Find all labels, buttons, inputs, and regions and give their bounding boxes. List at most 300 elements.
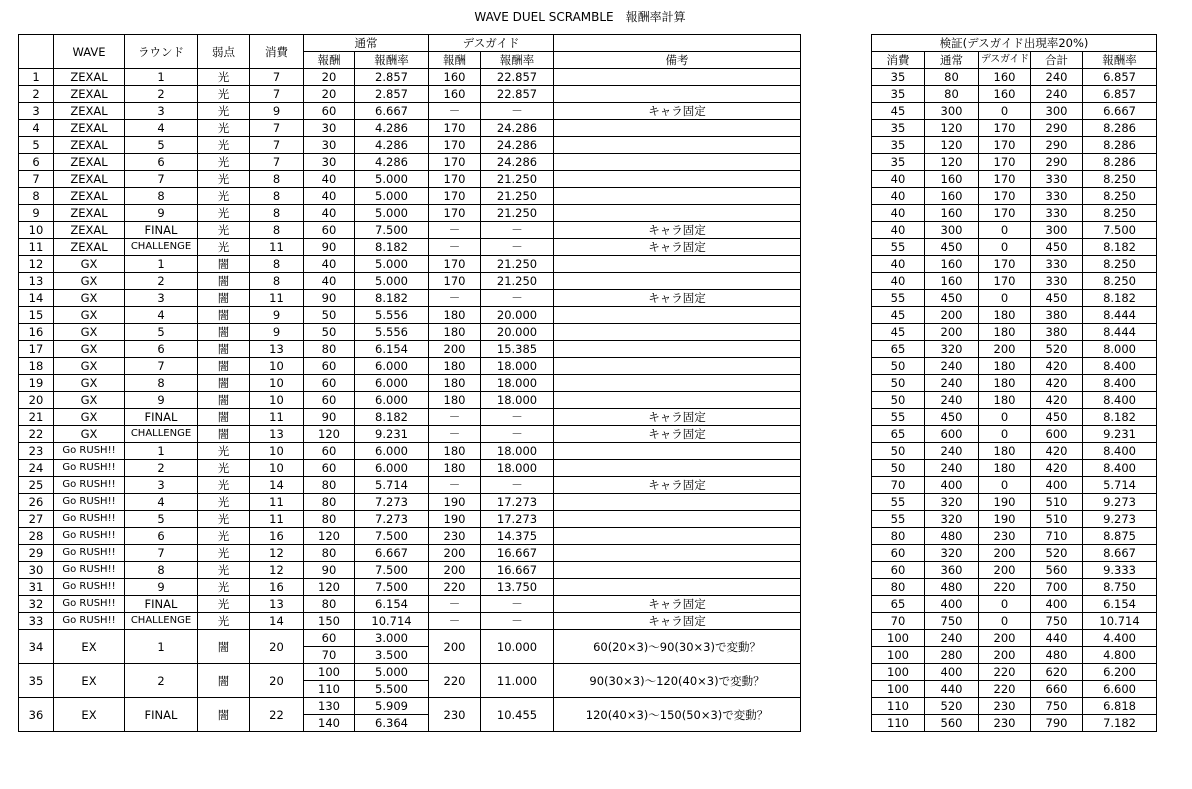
verify-cell-cost: 40 bbox=[872, 222, 925, 239]
cell-normal-reward: 40 bbox=[304, 205, 355, 222]
cell-dg-reward: 200 bbox=[429, 562, 481, 579]
verify-row bbox=[872, 188, 1157, 205]
verify-cell-normal: 400 bbox=[925, 477, 979, 494]
cell-remark: キャラ固定 bbox=[554, 290, 801, 307]
cell-normal-rate: 5.000 bbox=[355, 188, 429, 205]
verify-cell-cost: 50 bbox=[872, 392, 925, 409]
verify-cell-normal: 520 bbox=[925, 698, 979, 715]
table-row bbox=[19, 154, 801, 171]
verify-row bbox=[872, 86, 1157, 103]
header-dg-rate: 報酬率 bbox=[481, 52, 554, 69]
cell-normal-reward: 70 bbox=[304, 647, 355, 664]
cell-cost: 14 bbox=[250, 477, 304, 494]
verify-cell-normal: 200 bbox=[925, 307, 979, 324]
cell-dg-rate: 18.000 bbox=[481, 392, 554, 409]
cell-normal-reward: 60 bbox=[304, 358, 355, 375]
cell-row-no: 36 bbox=[19, 698, 54, 732]
verify-cell-deathguide: 200 bbox=[979, 630, 1031, 647]
verify-cell-cost: 100 bbox=[872, 681, 925, 698]
verify-cell-normal: 280 bbox=[925, 647, 979, 664]
cell-remark: 60(20×3)～90(30×3)で変動？ bbox=[554, 630, 801, 664]
verify-row bbox=[872, 579, 1157, 596]
cell-round: FINAL bbox=[125, 222, 198, 239]
sheet-title: WAVE DUEL SCRAMBLE 報酬率計算 bbox=[474, 10, 686, 24]
cell-normal-reward: 80 bbox=[304, 596, 355, 613]
verify-cell-cost: 50 bbox=[872, 358, 925, 375]
cell-normal-reward: 90 bbox=[304, 409, 355, 426]
cell-dg-reward: 180 bbox=[429, 358, 481, 375]
cell-remark bbox=[554, 392, 801, 409]
cell-weakness: 闇 bbox=[198, 409, 250, 426]
cell-dg-rate: － bbox=[481, 426, 554, 443]
cell-row-no: 7 bbox=[19, 171, 54, 188]
cell-dg-rate: 22.857 bbox=[481, 69, 554, 86]
cell-weakness: 光 bbox=[198, 528, 250, 545]
verify-cell-cost: 35 bbox=[872, 154, 925, 171]
verify-cell-deathguide: 180 bbox=[979, 307, 1031, 324]
verify-cell-total: 660 bbox=[1031, 681, 1083, 698]
table-row bbox=[19, 511, 801, 528]
cell-dg-reward: 180 bbox=[429, 443, 481, 460]
verify-cell-total: 420 bbox=[1031, 460, 1083, 477]
cell-dg-reward: 230 bbox=[429, 528, 481, 545]
cell-row-no: 6 bbox=[19, 154, 54, 171]
cell-round: 2 bbox=[125, 86, 198, 103]
cell-dg-reward: － bbox=[429, 103, 481, 120]
table-row bbox=[19, 69, 801, 86]
verify-row bbox=[872, 290, 1157, 307]
table-row bbox=[19, 86, 801, 103]
cell-dg-reward: － bbox=[429, 239, 481, 256]
verify-row bbox=[872, 69, 1157, 86]
cell-dg-reward: － bbox=[429, 426, 481, 443]
cell-wave: GX bbox=[54, 307, 125, 324]
cell-normal-rate: 2.857 bbox=[355, 69, 429, 86]
reward-rate-table bbox=[18, 34, 801, 732]
verify-cell-rate: 8.444 bbox=[1083, 324, 1157, 341]
verify-cell-total: 400 bbox=[1031, 596, 1083, 613]
verify-cell-rate: 8.444 bbox=[1083, 307, 1157, 324]
cell-dg-reward: － bbox=[429, 409, 481, 426]
cell-row-no: 10 bbox=[19, 222, 54, 239]
cell-dg-rate: 20.000 bbox=[481, 324, 554, 341]
cell-normal-reward: 90 bbox=[304, 239, 355, 256]
cell-dg-reward: 220 bbox=[429, 664, 481, 698]
table-row bbox=[19, 290, 801, 307]
cell-normal-rate: 6.000 bbox=[355, 358, 429, 375]
verify-cell-rate: 9.273 bbox=[1083, 494, 1157, 511]
header-blank bbox=[554, 35, 801, 52]
cell-cost: 20 bbox=[250, 630, 304, 664]
verify-row bbox=[872, 358, 1157, 375]
verify-cell-cost: 65 bbox=[872, 341, 925, 358]
verify-cell-normal: 160 bbox=[925, 205, 979, 222]
cell-round: 9 bbox=[125, 392, 198, 409]
verify-cell-total: 450 bbox=[1031, 290, 1083, 307]
cell-wave: GX bbox=[54, 409, 125, 426]
verify-cell-cost: 70 bbox=[872, 613, 925, 630]
cell-normal-rate: 9.231 bbox=[355, 426, 429, 443]
cell-row-no: 32 bbox=[19, 596, 54, 613]
cell-weakness: 光 bbox=[198, 86, 250, 103]
verify-cell-deathguide: 0 bbox=[979, 477, 1031, 494]
verify-cell-cost: 100 bbox=[872, 647, 925, 664]
verify-cell-cost: 110 bbox=[872, 715, 925, 732]
verify-cell-cost: 65 bbox=[872, 596, 925, 613]
verify-cell-cost: 40 bbox=[872, 205, 925, 222]
verify-row bbox=[872, 239, 1157, 256]
cell-normal-rate: 5.714 bbox=[355, 477, 429, 494]
cell-cost: 7 bbox=[250, 69, 304, 86]
verify-cell-normal: 600 bbox=[925, 426, 979, 443]
verify-cell-normal: 400 bbox=[925, 596, 979, 613]
verify-cell-deathguide: 160 bbox=[979, 86, 1031, 103]
cell-remark bbox=[554, 358, 801, 375]
cell-normal-reward: 130 bbox=[304, 698, 355, 715]
cell-normal-reward: 60 bbox=[304, 103, 355, 120]
cell-weakness: 光 bbox=[198, 171, 250, 188]
verify-cell-deathguide: 170 bbox=[979, 256, 1031, 273]
cell-normal-rate: 5.000 bbox=[355, 171, 429, 188]
cell-weakness: 闇 bbox=[198, 426, 250, 443]
cell-row-no: 24 bbox=[19, 460, 54, 477]
verify-cell-cost: 35 bbox=[872, 86, 925, 103]
verify-cell-cost: 35 bbox=[872, 120, 925, 137]
verify-cell-deathguide: 230 bbox=[979, 528, 1031, 545]
cell-cost: 12 bbox=[250, 562, 304, 579]
cell-normal-rate: 5.000 bbox=[355, 664, 429, 681]
cell-round: 8 bbox=[125, 375, 198, 392]
verify-cell-normal: 400 bbox=[925, 664, 979, 681]
cell-normal-rate: 10.714 bbox=[355, 613, 429, 630]
verify-cell-cost: 50 bbox=[872, 460, 925, 477]
verify-cell-normal: 160 bbox=[925, 188, 979, 205]
cell-wave: Go RUSH!! bbox=[54, 545, 125, 562]
cell-round: 8 bbox=[125, 562, 198, 579]
cell-cost: 13 bbox=[250, 596, 304, 613]
cell-row-no: 30 bbox=[19, 562, 54, 579]
table-row bbox=[19, 205, 801, 222]
table-row bbox=[19, 103, 801, 120]
verify-cell-deathguide: 230 bbox=[979, 715, 1031, 732]
cell-dg-reward: 170 bbox=[429, 171, 481, 188]
verify-cell-rate: 8.400 bbox=[1083, 443, 1157, 460]
cell-normal-rate: 6.000 bbox=[355, 375, 429, 392]
verify-cell-rate: 9.333 bbox=[1083, 562, 1157, 579]
cell-dg-rate: 14.375 bbox=[481, 528, 554, 545]
verify-cell-rate: 9.231 bbox=[1083, 426, 1157, 443]
cell-normal-rate: 6.364 bbox=[355, 715, 429, 732]
cell-normal-rate: 5.000 bbox=[355, 256, 429, 273]
verify-cell-rate: 8.250 bbox=[1083, 256, 1157, 273]
cell-normal-reward: 60 bbox=[304, 392, 355, 409]
cell-wave: ZEXAL bbox=[54, 188, 125, 205]
cell-normal-rate: 3.000 bbox=[355, 630, 429, 647]
cell-cost: 9 bbox=[250, 324, 304, 341]
cell-round: 2 bbox=[125, 664, 198, 698]
verify-cell-total: 420 bbox=[1031, 375, 1083, 392]
cell-wave: ZEXAL bbox=[54, 137, 125, 154]
cell-normal-reward: 40 bbox=[304, 171, 355, 188]
cell-normal-reward: 50 bbox=[304, 324, 355, 341]
cell-row-no: 17 bbox=[19, 341, 54, 358]
cell-row-no: 13 bbox=[19, 273, 54, 290]
cell-cost: 13 bbox=[250, 341, 304, 358]
cell-weakness: 光 bbox=[198, 596, 250, 613]
cell-normal-rate: 7.500 bbox=[355, 222, 429, 239]
cell-row-no: 28 bbox=[19, 528, 54, 545]
cell-normal-rate: 4.286 bbox=[355, 154, 429, 171]
verify-cell-deathguide: 170 bbox=[979, 120, 1031, 137]
verify-cell-cost: 65 bbox=[872, 426, 925, 443]
cell-weakness: 光 bbox=[198, 494, 250, 511]
verify-cell-cost: 40 bbox=[872, 273, 925, 290]
verify-row bbox=[872, 222, 1157, 239]
cell-round: FINAL bbox=[125, 596, 198, 613]
verify-cell-deathguide: 180 bbox=[979, 375, 1031, 392]
verify-cell-deathguide: 180 bbox=[979, 324, 1031, 341]
cell-remark bbox=[554, 375, 801, 392]
cell-cost: 10 bbox=[250, 375, 304, 392]
cell-weakness: 光 bbox=[198, 579, 250, 596]
cell-normal-rate: 5.556 bbox=[355, 324, 429, 341]
cell-cost: 8 bbox=[250, 222, 304, 239]
cell-wave: Go RUSH!! bbox=[54, 579, 125, 596]
cell-remark bbox=[554, 545, 801, 562]
verify-cell-rate: 4.400 bbox=[1083, 630, 1157, 647]
verify-cell-normal: 300 bbox=[925, 222, 979, 239]
verify-cell-cost: 60 bbox=[872, 545, 925, 562]
cell-round: 7 bbox=[125, 171, 198, 188]
cell-row-no: 14 bbox=[19, 290, 54, 307]
cell-remark: キャラ固定 bbox=[554, 426, 801, 443]
verify-row bbox=[872, 256, 1157, 273]
verify-cell-normal: 120 bbox=[925, 154, 979, 171]
cell-weakness: 闇 bbox=[198, 290, 250, 307]
cell-normal-rate: 7.273 bbox=[355, 511, 429, 528]
cell-dg-rate: 16.667 bbox=[481, 545, 554, 562]
verify-cell-normal: 240 bbox=[925, 630, 979, 647]
verify-cell-rate: 6.667 bbox=[1083, 103, 1157, 120]
verify-cell-rate: 5.714 bbox=[1083, 477, 1157, 494]
cell-normal-rate: 7.500 bbox=[355, 579, 429, 596]
verify-cell-rate: 8.250 bbox=[1083, 171, 1157, 188]
cell-normal-rate: 2.857 bbox=[355, 86, 429, 103]
cell-round: 6 bbox=[125, 528, 198, 545]
cell-dg-reward: 180 bbox=[429, 392, 481, 409]
verify-row bbox=[872, 664, 1157, 681]
verify-cell-rate: 7.500 bbox=[1083, 222, 1157, 239]
verify-cell-rate: 8.286 bbox=[1083, 154, 1157, 171]
verify-cell-total: 750 bbox=[1031, 698, 1083, 715]
cell-dg-rate: 10.455 bbox=[481, 698, 554, 732]
cell-dg-reward: － bbox=[429, 596, 481, 613]
cell-normal-reward: 110 bbox=[304, 681, 355, 698]
table-row bbox=[19, 426, 801, 443]
cell-remark: キャラ固定 bbox=[554, 222, 801, 239]
cell-cost: 11 bbox=[250, 494, 304, 511]
cell-normal-reward: 60 bbox=[304, 222, 355, 239]
verify-cell-normal: 240 bbox=[925, 392, 979, 409]
verify-header-normal: 通常 bbox=[925, 52, 979, 69]
header-remarks: 備考 bbox=[554, 52, 801, 69]
cell-cost: 9 bbox=[250, 307, 304, 324]
verify-cell-rate: 6.600 bbox=[1083, 681, 1157, 698]
cell-normal-rate: 6.000 bbox=[355, 443, 429, 460]
table-row bbox=[19, 409, 801, 426]
table-row bbox=[19, 443, 801, 460]
cell-normal-rate: 6.667 bbox=[355, 545, 429, 562]
cell-cost: 20 bbox=[250, 664, 304, 698]
verify-cell-cost: 55 bbox=[872, 409, 925, 426]
table-row bbox=[19, 341, 801, 358]
verify-cell-cost: 55 bbox=[872, 511, 925, 528]
cell-normal-rate: 7.500 bbox=[355, 562, 429, 579]
cell-dg-rate: 18.000 bbox=[481, 358, 554, 375]
cell-normal-reward: 100 bbox=[304, 664, 355, 681]
cell-dg-reward: 170 bbox=[429, 137, 481, 154]
verify-cell-deathguide: 180 bbox=[979, 358, 1031, 375]
cell-remark bbox=[554, 494, 801, 511]
cell-normal-reward: 80 bbox=[304, 494, 355, 511]
verify-cell-rate: 6.200 bbox=[1083, 664, 1157, 681]
verify-row bbox=[872, 307, 1157, 324]
cell-remark: 90(30×3)～120(40×3)で変動？ bbox=[554, 664, 801, 698]
verify-cell-deathguide: 0 bbox=[979, 426, 1031, 443]
cell-wave: EX bbox=[54, 630, 125, 664]
cell-wave: ZEXAL bbox=[54, 69, 125, 86]
cell-round: 2 bbox=[125, 460, 198, 477]
table-row bbox=[19, 256, 801, 273]
cell-normal-reward: 30 bbox=[304, 154, 355, 171]
cell-row-no: 5 bbox=[19, 137, 54, 154]
cell-dg-rate: － bbox=[481, 596, 554, 613]
cell-normal-reward: 120 bbox=[304, 579, 355, 596]
verify-cell-deathguide: 0 bbox=[979, 103, 1031, 120]
verify-cell-rate: 8.182 bbox=[1083, 409, 1157, 426]
verify-cell-deathguide: 180 bbox=[979, 392, 1031, 409]
cell-normal-rate: 5.500 bbox=[355, 681, 429, 698]
cell-round: 9 bbox=[125, 205, 198, 222]
verify-row bbox=[872, 528, 1157, 545]
cell-row-no: 11 bbox=[19, 239, 54, 256]
cell-remark bbox=[554, 171, 801, 188]
cell-row-no: 26 bbox=[19, 494, 54, 511]
verify-cell-deathguide: 0 bbox=[979, 596, 1031, 613]
verify-row bbox=[872, 120, 1157, 137]
verify-cell-cost: 45 bbox=[872, 103, 925, 120]
table-row bbox=[19, 392, 801, 409]
cell-weakness: 闇 bbox=[198, 341, 250, 358]
verify-cell-normal: 440 bbox=[925, 681, 979, 698]
cell-normal-rate: 4.286 bbox=[355, 137, 429, 154]
cell-wave: Go RUSH!! bbox=[54, 596, 125, 613]
cell-round: 8 bbox=[125, 188, 198, 205]
ex-table-row bbox=[19, 698, 801, 715]
cell-normal-reward: 60 bbox=[304, 630, 355, 647]
cell-round: FINAL bbox=[125, 698, 198, 732]
verify-cell-normal: 480 bbox=[925, 528, 979, 545]
verify-cell-total: 330 bbox=[1031, 188, 1083, 205]
cell-normal-rate: 8.182 bbox=[355, 239, 429, 256]
cell-wave: Go RUSH!! bbox=[54, 460, 125, 477]
verify-cell-deathguide: 220 bbox=[979, 681, 1031, 698]
verify-cell-total: 420 bbox=[1031, 358, 1083, 375]
verify-cell-rate: 7.182 bbox=[1083, 715, 1157, 732]
table-row bbox=[19, 596, 801, 613]
cell-row-no: 4 bbox=[19, 120, 54, 137]
verify-cell-normal: 160 bbox=[925, 273, 979, 290]
cell-dg-rate: － bbox=[481, 239, 554, 256]
cell-dg-reward: 180 bbox=[429, 460, 481, 477]
cell-cost: 11 bbox=[250, 290, 304, 307]
verify-header-cost: 消費 bbox=[872, 52, 925, 69]
cell-normal-reward: 90 bbox=[304, 290, 355, 307]
verify-row bbox=[872, 698, 1157, 715]
verify-row bbox=[872, 545, 1157, 562]
cell-dg-rate: 16.667 bbox=[481, 562, 554, 579]
cell-weakness: 光 bbox=[198, 69, 250, 86]
cell-wave: Go RUSH!! bbox=[54, 477, 125, 494]
cell-round: 7 bbox=[125, 545, 198, 562]
verify-cell-normal: 300 bbox=[925, 103, 979, 120]
verify-title: 検証(デスガイド出現率20%) bbox=[872, 35, 1157, 52]
verify-cell-deathguide: 170 bbox=[979, 171, 1031, 188]
verify-cell-rate: 8.400 bbox=[1083, 392, 1157, 409]
verify-cell-deathguide: 200 bbox=[979, 341, 1031, 358]
cell-normal-rate: 7.500 bbox=[355, 528, 429, 545]
cell-row-no: 33 bbox=[19, 613, 54, 630]
cell-wave: GX bbox=[54, 426, 125, 443]
cell-remark: キャラ固定 bbox=[554, 613, 801, 630]
cell-normal-reward: 60 bbox=[304, 443, 355, 460]
cell-dg-reward: 180 bbox=[429, 307, 481, 324]
cell-weakness: 光 bbox=[198, 239, 250, 256]
verify-cell-cost: 80 bbox=[872, 528, 925, 545]
verify-cell-deathguide: 230 bbox=[979, 698, 1031, 715]
table-row bbox=[19, 460, 801, 477]
cell-wave: GX bbox=[54, 341, 125, 358]
cell-cost: 10 bbox=[250, 392, 304, 409]
verify-row bbox=[872, 137, 1157, 154]
verify-cell-normal: 240 bbox=[925, 375, 979, 392]
verify-cell-rate: 4.800 bbox=[1083, 647, 1157, 664]
verify-cell-deathguide: 0 bbox=[979, 239, 1031, 256]
cell-dg-rate: 15.385 bbox=[481, 341, 554, 358]
verify-row bbox=[872, 596, 1157, 613]
cell-normal-rate: 5.556 bbox=[355, 307, 429, 324]
verify-header-total: 合計 bbox=[1031, 52, 1083, 69]
cell-row-no: 19 bbox=[19, 375, 54, 392]
cell-remark: キャラ固定 bbox=[554, 409, 801, 426]
table-row bbox=[19, 222, 801, 239]
verify-cell-normal: 80 bbox=[925, 69, 979, 86]
cell-row-no: 34 bbox=[19, 630, 54, 664]
header-cost: 消費 bbox=[250, 35, 304, 69]
cell-wave: ZEXAL bbox=[54, 154, 125, 171]
cell-dg-reward: 170 bbox=[429, 273, 481, 290]
cell-cost: 10 bbox=[250, 358, 304, 375]
cell-cost: 7 bbox=[250, 120, 304, 137]
cell-normal-reward: 20 bbox=[304, 69, 355, 86]
cell-wave: ZEXAL bbox=[54, 222, 125, 239]
cell-wave: GX bbox=[54, 324, 125, 341]
verify-cell-rate: 6.818 bbox=[1083, 698, 1157, 715]
verify-cell-cost: 100 bbox=[872, 630, 925, 647]
verify-cell-deathguide: 170 bbox=[979, 205, 1031, 222]
cell-dg-rate: 17.273 bbox=[481, 494, 554, 511]
verify-cell-total: 700 bbox=[1031, 579, 1083, 596]
